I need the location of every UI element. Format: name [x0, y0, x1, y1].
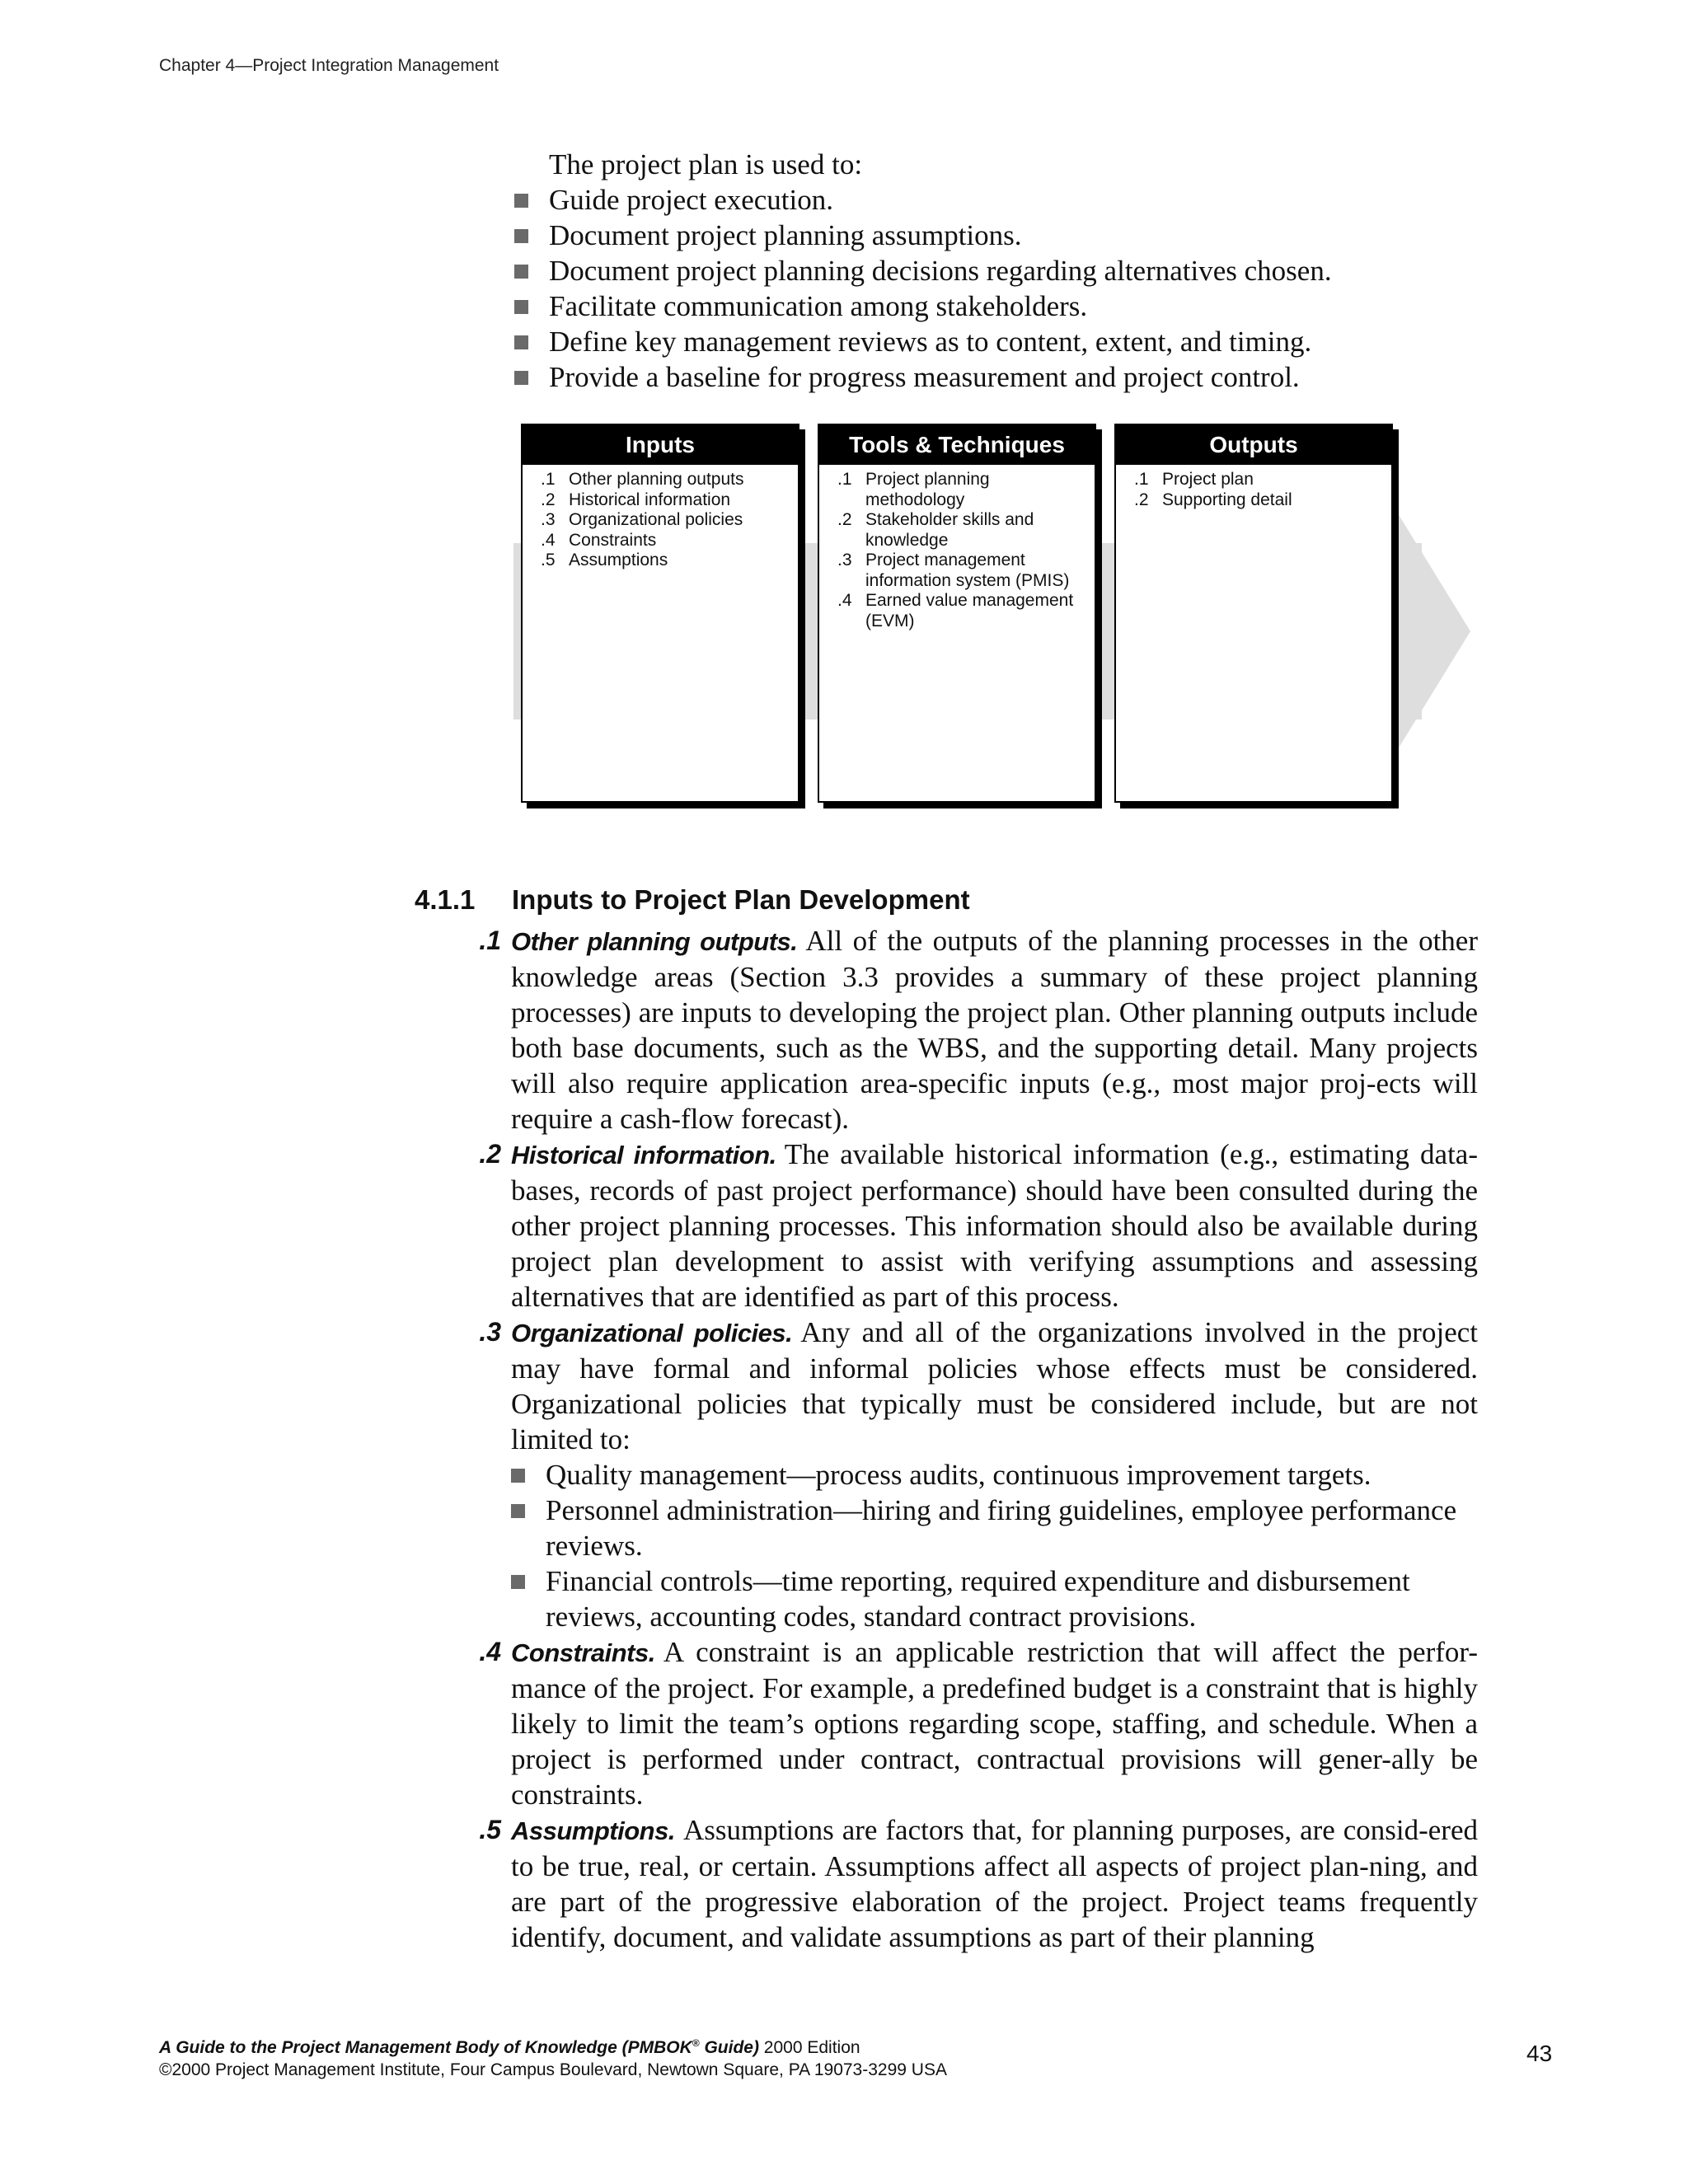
paragraph-term: Assumptions. [511, 1816, 675, 1845]
list-item-text: Provide a baseline for progress measurement and project control. [549, 361, 1300, 393]
paragraph-number: .3 [479, 1317, 501, 1347]
item-text: Other planning outputs [569, 470, 744, 489]
list-item-text: Define key management reviews as to content, extent, and timing. [549, 326, 1312, 358]
footer-copyright: ©2000 Project Management Institute, Four Campus Boulevard, Newtown Square, PA 19073-3299 USA [159, 2060, 947, 2079]
policies-bullet-list [511, 1457, 1478, 1634]
item-number: .4 [837, 591, 852, 610]
paragraph-number: .1 [479, 926, 501, 955]
list-item [514, 253, 1487, 288]
inputs-list [523, 465, 798, 571]
item-number: .1 [541, 470, 556, 489]
list-item [1134, 470, 1385, 490]
item-text: Project plan [1162, 470, 1254, 489]
paragraph-organizational-policies [479, 1315, 1478, 1457]
inputs-box [521, 424, 799, 803]
item-number: .2 [837, 510, 852, 529]
list-item [837, 470, 1088, 510]
square-bullet-icon [514, 229, 528, 243]
item-text: Earned value management (EVM) [865, 591, 1074, 630]
list-item [511, 1563, 1478, 1634]
list-item-text: Document project planning decisions regarding alternatives chosen. [549, 255, 1332, 287]
item-text: Historical information [569, 490, 731, 509]
section-heading [415, 883, 970, 916]
list-item-text: Personnel administration—hiring and firing guidelines, employee performance reviews. [546, 1494, 1457, 1562]
paragraph-term: Organizational policies. [511, 1319, 793, 1347]
paragraph-term: Constraints. [511, 1638, 655, 1667]
list-item [541, 551, 791, 571]
item-number: .3 [837, 551, 852, 569]
paragraph-assumptions [479, 1812, 1478, 1955]
item-number: .3 [541, 510, 556, 529]
list-item [514, 359, 1487, 395]
tools-techniques-list [819, 465, 1095, 631]
paragraph-text: All of the outputs of the planning processes in the other knowledge areas (Section 3.3 provides a summary of these project planning processes) are inputs to developing the project plan. Other planning outputs include both base documents, such as the WBS, and the supporting detail. Many projects will also require application area-specific inputs (e.g., most major proj-ects will require a cash-flow forecast). [511, 925, 1478, 1135]
outputs-box [1114, 424, 1393, 803]
list-item [541, 470, 791, 490]
list-item-text: Guide project execution. [549, 184, 834, 216]
tools-techniques-header: Tools & Techniques [819, 425, 1095, 465]
paragraph-number: .5 [479, 1815, 501, 1844]
outputs-header: Outputs [1116, 425, 1391, 465]
list-item [511, 1457, 1478, 1493]
paragraph-term: Historical information. [511, 1141, 776, 1169]
list-item [541, 490, 791, 511]
paragraph-text: A constraint is an applicable restriction that will affect the perfor-mance of the project. For example, a predefined budget is a constraint that is highly likely to limit the team’s options regarding scope, staffing, and schedule. When a project is performed under contract, contractual provisions will gener-ally be constraints. [511, 1636, 1478, 1811]
intro-bullet-list [514, 182, 1487, 395]
list-item-text: Quality management—process audits, continuous improvement targets. [546, 1459, 1372, 1491]
list-item [837, 551, 1088, 591]
running-header: Chapter 4—Project Integration Management [159, 56, 499, 75]
list-item [541, 531, 791, 551]
square-bullet-icon [514, 300, 528, 314]
square-bullet-icon [514, 265, 528, 279]
item-number: .1 [837, 470, 852, 489]
item-text: Assumptions [569, 551, 668, 569]
list-item [514, 324, 1487, 359]
square-bullet-icon [511, 1504, 525, 1518]
item-text: Stakeholder skills and knowledge [865, 510, 1034, 550]
list-item-text: Facilitate communication among stakeholders. [549, 290, 1088, 322]
footer-edition: 2000 Edition [758, 2038, 860, 2057]
paragraph-text: The available historical information (e.g., estimating data-bases, records of past project performance) should have been consulted during the other project planning processes. This information should also be available during project plan development to assist with verifying assumptions and assessing alternatives that are identified as part of this process. [511, 1138, 1478, 1313]
square-bullet-icon [514, 371, 528, 385]
paragraph-number: .2 [479, 1139, 501, 1169]
paragraph-constraints [479, 1634, 1478, 1812]
item-number: .2 [541, 490, 556, 509]
square-bullet-icon [514, 194, 528, 208]
footer-citation [159, 2032, 947, 2059]
list-item [541, 510, 791, 531]
paragraph-term: Other planning outputs. [511, 927, 798, 956]
paragraph-historical-information [479, 1137, 1478, 1315]
list-item [1134, 490, 1385, 511]
list-item [511, 1493, 1478, 1563]
list-item [837, 591, 1088, 631]
square-bullet-icon [514, 335, 528, 349]
list-item [837, 510, 1088, 551]
item-text: Supporting detail [1162, 490, 1292, 509]
footer-title-text: A Guide to the Project Management Body of Knowledge (PMBOK [159, 2038, 692, 2057]
intro-lead: The project plan is used to: [549, 148, 863, 180]
page-number: 43 [1526, 2041, 1553, 2066]
flow-arrow-head-icon [1391, 503, 1470, 760]
page-footer [159, 2032, 947, 2081]
item-text: Constraints [569, 530, 657, 550]
section-title: Inputs to Project Plan Development [512, 884, 970, 915]
outputs-list [1116, 465, 1391, 510]
square-bullet-icon [511, 1575, 525, 1589]
footer-book-title [159, 2038, 759, 2057]
process-diagram [511, 424, 1475, 811]
list-item [514, 288, 1487, 324]
list-item-text: Document project planning assumptions. [549, 219, 1022, 251]
footer-title-end: Guide) [699, 2038, 759, 2057]
paragraph-text: Assumptions are factors that, for planning purposes, are consid-ered to be true, real, or certain. Assumptions affect all aspects of project plan-ning, and are part of the progressive elaboration of the project. Project teams frequently identify, document, and validate assumptions as part of their planning [511, 1814, 1478, 1953]
item-number: .4 [541, 530, 556, 550]
registered-mark: ® [692, 2037, 700, 2049]
intro-block [514, 147, 1487, 395]
paragraph-other-planning-outputs [479, 923, 1478, 1137]
item-text: Project planning methodology [865, 470, 990, 509]
inputs-header: Inputs [523, 425, 798, 465]
item-number: .5 [541, 551, 556, 569]
section-number: 4.1.1 [415, 884, 476, 915]
section-body [479, 923, 1478, 1955]
square-bullet-icon [511, 1469, 525, 1483]
item-text: Project management information system (PMIS) [865, 551, 1070, 590]
paragraph-number: .4 [479, 1637, 501, 1666]
item-number: .1 [1134, 470, 1149, 489]
list-item [514, 218, 1487, 253]
list-item [514, 182, 1487, 218]
item-text: Organizational policies [569, 510, 743, 529]
list-item-text: Financial controls—time reporting, required expenditure and disbursement reviews, accounting codes, standard contract provisions. [546, 1565, 1410, 1633]
item-number: .2 [1134, 490, 1149, 509]
tools-techniques-box [818, 424, 1096, 803]
paragraph-text: Any and all of the organizations involved in the project may have formal and informal policies whose effects must be considered. Organizational policies that typically must be considered include, but are not limited to: [511, 1316, 1478, 1455]
